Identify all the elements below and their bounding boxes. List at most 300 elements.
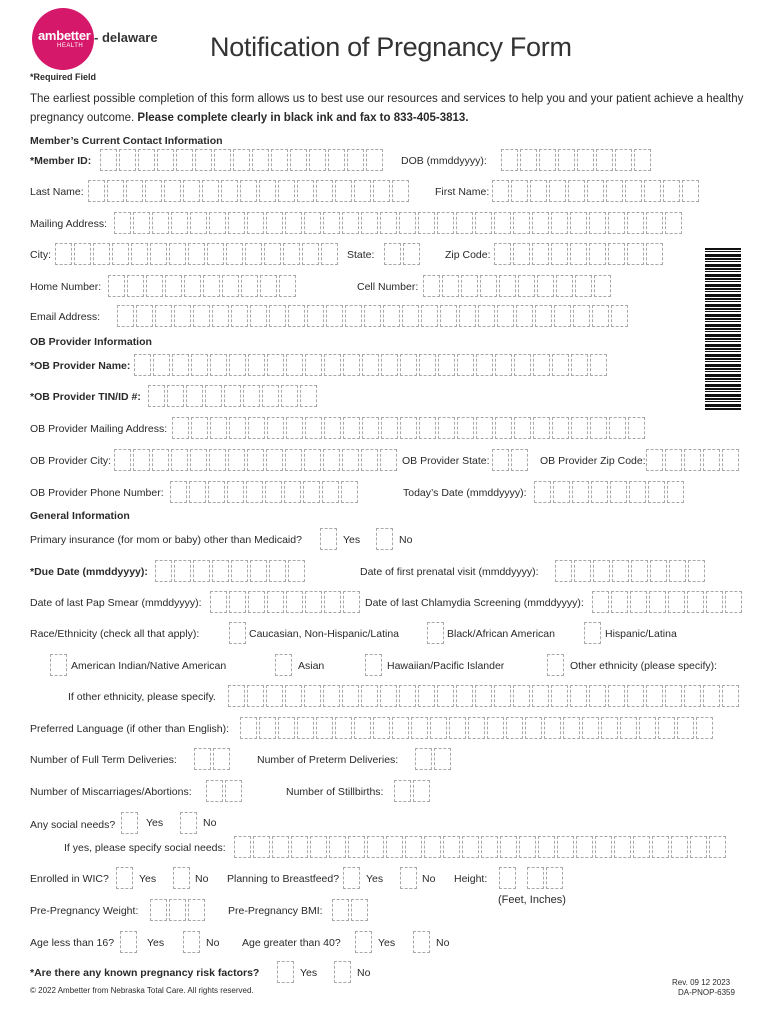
char-box[interactable] [351, 899, 368, 921]
char-box[interactable] [367, 836, 384, 858]
char-box[interactable] [684, 449, 701, 471]
char-box[interactable] [405, 836, 422, 858]
char-box[interactable] [625, 180, 642, 202]
char-box[interactable] [342, 449, 359, 471]
char-box[interactable] [286, 417, 303, 439]
char-box[interactable] [722, 449, 739, 471]
stillbirths-boxes[interactable] [394, 780, 432, 802]
char-box[interactable] [551, 243, 568, 265]
char-box[interactable] [575, 275, 592, 297]
char-box[interactable] [300, 385, 317, 407]
char-box[interactable] [649, 591, 666, 613]
char-box[interactable] [169, 243, 186, 265]
char-box[interactable] [558, 149, 575, 171]
full-term-boxes[interactable] [194, 748, 232, 770]
char-box[interactable] [253, 836, 270, 858]
char-box[interactable] [533, 354, 550, 376]
char-box[interactable] [309, 149, 326, 171]
char-box[interactable] [634, 149, 651, 171]
char-box[interactable] [696, 717, 713, 739]
char-box[interactable] [400, 354, 417, 376]
char-box[interactable] [652, 836, 669, 858]
char-box[interactable] [265, 481, 282, 503]
char-box[interactable] [629, 481, 646, 503]
char-box[interactable] [233, 149, 250, 171]
char-box[interactable] [527, 867, 544, 889]
first-name-boxes[interactable] [492, 180, 701, 202]
char-box[interactable] [630, 591, 647, 613]
char-box[interactable] [574, 560, 591, 582]
hawaiian-checkbox[interactable] [365, 654, 382, 676]
char-box[interactable] [267, 591, 284, 613]
char-box[interactable] [402, 305, 419, 327]
char-box[interactable] [326, 305, 343, 327]
char-box[interactable] [668, 591, 685, 613]
pap-boxes[interactable] [210, 591, 362, 613]
char-box[interactable] [266, 685, 283, 707]
char-box[interactable] [107, 180, 124, 202]
miscarriages-boxes[interactable] [206, 780, 244, 802]
char-box[interactable] [419, 417, 436, 439]
char-box[interactable] [212, 305, 229, 327]
char-box[interactable] [577, 149, 594, 171]
char-box[interactable] [424, 836, 441, 858]
age16-no-checkbox[interactable] [183, 931, 200, 953]
char-box[interactable] [207, 243, 224, 265]
ob-phone-boxes[interactable] [170, 481, 360, 503]
member-id-boxes[interactable] [100, 149, 385, 171]
char-box[interactable] [457, 417, 474, 439]
char-box[interactable] [384, 243, 401, 265]
char-box[interactable] [194, 748, 211, 770]
dob-boxes[interactable] [501, 149, 653, 171]
char-box[interactable] [188, 899, 205, 921]
social-yes-checkbox[interactable] [121, 812, 138, 834]
char-box[interactable] [362, 417, 379, 439]
char-box[interactable] [152, 212, 169, 234]
weight-boxes[interactable] [150, 899, 207, 921]
char-box[interactable] [171, 449, 188, 471]
char-box[interactable] [343, 354, 360, 376]
char-box[interactable] [576, 836, 593, 858]
char-box[interactable] [665, 449, 682, 471]
char-box[interactable] [214, 149, 231, 171]
char-box[interactable] [538, 836, 555, 858]
char-box[interactable] [364, 305, 381, 327]
if-other-boxes[interactable] [228, 685, 741, 707]
char-box[interactable] [703, 449, 720, 471]
char-box[interactable] [722, 685, 739, 707]
char-box[interactable] [514, 354, 531, 376]
char-box[interactable] [449, 717, 466, 739]
char-box[interactable] [570, 685, 587, 707]
char-box[interactable] [366, 149, 383, 171]
breastfeed-no-checkbox[interactable] [400, 867, 417, 889]
char-box[interactable] [117, 305, 134, 327]
char-box[interactable] [706, 591, 723, 613]
char-box[interactable] [229, 354, 246, 376]
char-box[interactable] [335, 180, 352, 202]
char-box[interactable] [155, 560, 172, 582]
char-box[interactable] [247, 449, 264, 471]
height-feet-box[interactable] [499, 867, 516, 889]
char-box[interactable] [229, 591, 246, 613]
char-box[interactable] [310, 836, 327, 858]
first-visit-boxes[interactable] [555, 560, 707, 582]
char-box[interactable] [281, 385, 298, 407]
black-checkbox[interactable] [427, 622, 444, 644]
char-box[interactable] [316, 180, 333, 202]
char-box[interactable] [172, 354, 189, 376]
char-box[interactable] [136, 305, 153, 327]
char-box[interactable] [222, 275, 239, 297]
char-box[interactable] [343, 591, 360, 613]
char-box[interactable] [611, 305, 628, 327]
native-checkbox[interactable] [50, 654, 67, 676]
ob-state-boxes[interactable] [492, 449, 530, 471]
char-box[interactable] [614, 836, 631, 858]
other-eth-checkbox[interactable] [547, 654, 564, 676]
char-box[interactable] [247, 212, 264, 234]
char-box[interactable] [269, 305, 286, 327]
char-box[interactable] [644, 180, 661, 202]
char-box[interactable] [248, 591, 265, 613]
char-box[interactable] [245, 243, 262, 265]
preterm-boxes[interactable] [415, 748, 453, 770]
char-box[interactable] [516, 305, 533, 327]
char-box[interactable] [519, 836, 536, 858]
char-box[interactable] [570, 212, 587, 234]
char-box[interactable] [267, 354, 284, 376]
char-box[interactable] [167, 385, 184, 407]
char-box[interactable] [703, 685, 720, 707]
char-box[interactable] [646, 449, 663, 471]
char-box[interactable] [373, 180, 390, 202]
char-box[interactable] [191, 417, 208, 439]
due-date-boxes[interactable] [155, 560, 307, 582]
char-box[interactable] [601, 717, 618, 739]
char-box[interactable] [348, 836, 365, 858]
char-box[interactable] [226, 243, 243, 265]
char-box[interactable] [587, 180, 604, 202]
char-box[interactable] [170, 481, 187, 503]
char-box[interactable] [665, 685, 682, 707]
char-box[interactable] [131, 243, 148, 265]
char-box[interactable] [476, 417, 493, 439]
char-box[interactable] [305, 354, 322, 376]
char-box[interactable] [225, 780, 242, 802]
wic-no-checkbox[interactable] [173, 867, 190, 889]
char-box[interactable] [176, 149, 193, 171]
char-box[interactable] [133, 449, 150, 471]
char-box[interactable] [513, 243, 530, 265]
char-box[interactable] [171, 212, 188, 234]
char-box[interactable] [342, 685, 359, 707]
char-box[interactable] [165, 275, 182, 297]
char-box[interactable] [210, 354, 227, 376]
char-box[interactable] [291, 836, 308, 858]
char-box[interactable] [648, 481, 665, 503]
char-box[interactable] [568, 180, 585, 202]
char-box[interactable] [240, 717, 257, 739]
char-box[interactable] [380, 212, 397, 234]
home-boxes[interactable] [108, 275, 298, 297]
char-box[interactable] [252, 149, 269, 171]
email-boxes[interactable] [117, 305, 630, 327]
char-box[interactable] [259, 717, 276, 739]
char-box[interactable] [361, 449, 378, 471]
char-box[interactable] [552, 417, 569, 439]
char-box[interactable] [590, 417, 607, 439]
char-box[interactable] [341, 481, 358, 503]
char-box[interactable] [633, 836, 650, 858]
char-box[interactable] [381, 354, 398, 376]
char-box[interactable] [665, 212, 682, 234]
char-box[interactable] [228, 212, 245, 234]
char-box[interactable] [570, 243, 587, 265]
char-box[interactable] [544, 717, 561, 739]
char-box[interactable] [480, 275, 497, 297]
char-box[interactable] [627, 212, 644, 234]
char-box[interactable] [690, 836, 707, 858]
char-box[interactable] [434, 748, 451, 770]
char-box[interactable] [172, 417, 189, 439]
char-box[interactable] [332, 899, 349, 921]
char-box[interactable] [592, 305, 609, 327]
char-box[interactable] [284, 481, 301, 503]
char-box[interactable] [440, 305, 457, 327]
char-box[interactable] [392, 717, 409, 739]
char-box[interactable] [362, 354, 379, 376]
char-box[interactable] [321, 243, 338, 265]
char-box[interactable] [573, 305, 590, 327]
ob-zip-boxes[interactable] [646, 449, 741, 471]
char-box[interactable] [684, 685, 701, 707]
social-no-checkbox[interactable] [180, 812, 197, 834]
char-box[interactable] [418, 212, 435, 234]
char-box[interactable] [288, 560, 305, 582]
char-box[interactable] [134, 354, 151, 376]
char-box[interactable] [476, 354, 493, 376]
char-box[interactable] [361, 685, 378, 707]
char-box[interactable] [725, 591, 742, 613]
char-box[interactable] [456, 685, 473, 707]
char-box[interactable] [628, 417, 645, 439]
zip-boxes[interactable] [494, 243, 665, 265]
char-box[interactable] [150, 899, 167, 921]
char-box[interactable] [184, 275, 201, 297]
char-box[interactable] [202, 180, 219, 202]
char-box[interactable] [302, 243, 319, 265]
char-box[interactable] [203, 275, 220, 297]
char-box[interactable] [620, 717, 637, 739]
char-box[interactable] [345, 305, 362, 327]
char-box[interactable] [231, 305, 248, 327]
char-box[interactable] [610, 481, 627, 503]
char-box[interactable] [589, 212, 606, 234]
char-box[interactable] [205, 385, 222, 407]
char-box[interactable] [430, 717, 447, 739]
char-box[interactable] [307, 305, 324, 327]
char-box[interactable] [459, 305, 476, 327]
char-box[interactable] [481, 836, 498, 858]
char-box[interactable] [189, 481, 206, 503]
char-box[interactable] [442, 275, 459, 297]
ob-tin-boxes[interactable] [148, 385, 319, 407]
char-box[interactable] [513, 685, 530, 707]
char-box[interactable] [335, 717, 352, 739]
char-box[interactable] [224, 385, 241, 407]
char-box[interactable] [392, 180, 409, 202]
char-box[interactable] [208, 481, 225, 503]
char-box[interactable] [403, 243, 420, 265]
char-box[interactable] [438, 354, 455, 376]
char-box[interactable] [596, 149, 613, 171]
char-box[interactable] [206, 780, 223, 802]
bmi-boxes[interactable] [332, 899, 370, 921]
char-box[interactable] [399, 212, 416, 234]
char-box[interactable] [571, 417, 588, 439]
char-box[interactable] [271, 149, 288, 171]
char-box[interactable] [146, 275, 163, 297]
char-box[interactable] [532, 243, 549, 265]
char-box[interactable] [631, 560, 648, 582]
char-box[interactable] [592, 591, 609, 613]
char-box[interactable] [234, 836, 251, 858]
char-box[interactable] [169, 899, 186, 921]
char-box[interactable] [386, 836, 403, 858]
char-box[interactable] [305, 591, 322, 613]
char-box[interactable] [646, 212, 663, 234]
char-box[interactable] [499, 275, 516, 297]
char-box[interactable] [133, 212, 150, 234]
char-box[interactable] [687, 591, 704, 613]
char-box[interactable] [269, 560, 286, 582]
char-box[interactable] [423, 275, 440, 297]
char-box[interactable] [554, 305, 571, 327]
char-box[interactable] [279, 275, 296, 297]
char-box[interactable] [324, 591, 341, 613]
char-box[interactable] [495, 354, 512, 376]
char-box[interactable] [373, 717, 390, 739]
char-box[interactable] [213, 748, 230, 770]
today-boxes[interactable] [534, 481, 686, 503]
char-box[interactable] [193, 560, 210, 582]
char-box[interactable] [495, 417, 512, 439]
char-box[interactable] [227, 481, 244, 503]
char-box[interactable] [563, 717, 580, 739]
char-box[interactable] [157, 149, 174, 171]
char-box[interactable] [74, 243, 91, 265]
char-box[interactable] [627, 243, 644, 265]
char-box[interactable] [304, 685, 321, 707]
ob-name-boxes[interactable] [134, 354, 609, 376]
char-box[interactable] [418, 685, 435, 707]
char-box[interactable] [437, 685, 454, 707]
char-box[interactable] [658, 717, 675, 739]
char-box[interactable] [514, 417, 531, 439]
char-box[interactable] [108, 275, 125, 297]
char-box[interactable] [272, 836, 289, 858]
char-box[interactable] [497, 305, 514, 327]
char-box[interactable] [492, 449, 509, 471]
char-box[interactable] [343, 417, 360, 439]
char-box[interactable] [323, 212, 340, 234]
char-box[interactable] [316, 717, 333, 739]
char-box[interactable] [609, 417, 626, 439]
char-box[interactable] [475, 685, 492, 707]
char-box[interactable] [411, 717, 428, 739]
char-box[interactable] [361, 212, 378, 234]
char-box[interactable] [611, 591, 628, 613]
char-box[interactable] [148, 385, 165, 407]
char-box[interactable] [506, 717, 523, 739]
char-box[interactable] [324, 417, 341, 439]
city-boxes[interactable] [55, 243, 340, 265]
char-box[interactable] [228, 449, 245, 471]
char-box[interactable] [532, 212, 549, 234]
char-box[interactable] [322, 481, 339, 503]
char-box[interactable] [612, 560, 629, 582]
char-box[interactable] [305, 417, 322, 439]
char-box[interactable] [297, 717, 314, 739]
char-box[interactable] [533, 417, 550, 439]
char-box[interactable] [324, 354, 341, 376]
wic-yes-checkbox[interactable] [116, 867, 133, 889]
char-box[interactable] [537, 275, 554, 297]
char-box[interactable] [688, 560, 705, 582]
language-boxes[interactable] [240, 717, 715, 739]
char-box[interactable] [553, 481, 570, 503]
char-box[interactable] [518, 275, 535, 297]
state-boxes[interactable] [384, 243, 422, 265]
char-box[interactable] [608, 212, 625, 234]
char-box[interactable] [152, 449, 169, 471]
char-box[interactable] [494, 212, 511, 234]
risk-yes-checkbox[interactable] [277, 961, 294, 983]
char-box[interactable] [55, 243, 72, 265]
last-name-boxes[interactable] [88, 180, 411, 202]
char-box[interactable] [246, 481, 263, 503]
risk-no-checkbox[interactable] [334, 961, 351, 983]
char-box[interactable] [190, 449, 207, 471]
char-box[interactable] [328, 149, 345, 171]
char-box[interactable] [188, 243, 205, 265]
char-box[interactable] [241, 275, 258, 297]
char-box[interactable] [413, 780, 430, 802]
char-box[interactable] [240, 180, 257, 202]
char-box[interactable] [380, 685, 397, 707]
char-box[interactable] [443, 836, 460, 858]
char-box[interactable] [535, 305, 552, 327]
char-box[interactable] [534, 481, 551, 503]
ob-city-boxes[interactable] [114, 449, 399, 471]
char-box[interactable] [264, 243, 281, 265]
hispanic-checkbox[interactable] [584, 622, 601, 644]
char-box[interactable] [323, 449, 340, 471]
char-box[interactable] [494, 685, 511, 707]
char-box[interactable] [468, 717, 485, 739]
char-box[interactable] [709, 836, 726, 858]
height-inches-boxes[interactable] [527, 867, 565, 889]
char-box[interactable] [457, 354, 474, 376]
char-box[interactable] [209, 212, 226, 234]
char-box[interactable] [266, 212, 283, 234]
char-box[interactable] [594, 275, 611, 297]
char-box[interactable] [278, 180, 295, 202]
char-box[interactable] [150, 243, 167, 265]
char-box[interactable] [520, 149, 537, 171]
